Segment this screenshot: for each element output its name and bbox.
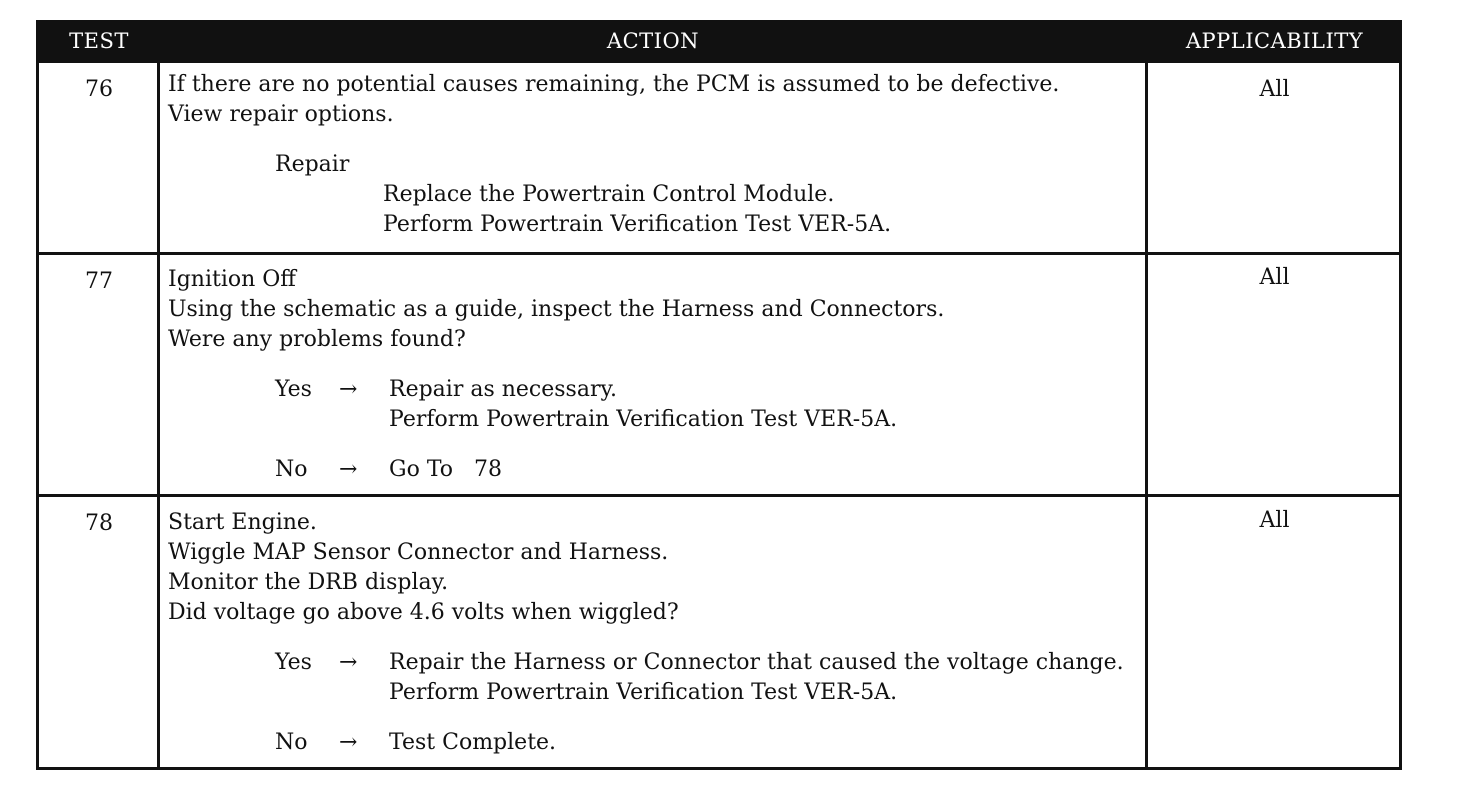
no-label: No	[275, 457, 308, 482]
yes-label: Yes	[275, 377, 312, 402]
applicability-value: All	[1259, 77, 1290, 102]
test-number: 77	[85, 269, 113, 294]
no-label: No	[275, 730, 308, 755]
table-row	[39, 63, 1399, 253]
yes-action-line: Repair the Harness or Connector that caused the voltage change.	[389, 650, 1124, 675]
yes-action-line: Perform Powertrain Verification Test VER-5A.	[389, 680, 898, 705]
action-line: View repair options.	[168, 102, 394, 127]
action-line: Were any problems found?	[168, 327, 466, 352]
column-divider	[157, 63, 160, 767]
repair-line: Replace the Powertrain Control Module.	[383, 182, 835, 207]
action-line: If there are no potential causes remaining, the PCM is assumed to be defective.	[168, 72, 1060, 97]
action-line: Using the schematic as a guide, inspect the Harness and Connectors.	[168, 297, 945, 322]
right-arrow-icon: →	[339, 377, 358, 402]
column-divider	[1145, 63, 1148, 767]
repair-label: Repair	[275, 152, 350, 177]
header-applicability: APPLICABILITY	[1185, 29, 1364, 53]
test-number: 76	[85, 77, 113, 102]
test-number: 78	[85, 511, 113, 536]
yes-action-line: Repair as necessary.	[389, 377, 617, 402]
right-arrow-icon: →	[339, 457, 358, 482]
yes-label: Yes	[275, 650, 312, 675]
no-action-line: Go To 78	[389, 457, 502, 482]
action-line: Monitor the DRB display.	[168, 570, 449, 595]
table-row	[39, 494, 1399, 768]
applicability-value: All	[1259, 508, 1290, 533]
action-line: Start Engine.	[168, 510, 317, 535]
table-row	[39, 252, 1399, 495]
yes-action-line: Perform Powertrain Verification Test VER-5A.	[389, 407, 898, 432]
action-line: Ignition Off	[168, 267, 296, 292]
right-arrow-icon: →	[339, 730, 358, 755]
action-line: Did voltage go above 4.6 volts when wiggled?	[168, 600, 679, 625]
right-arrow-icon: →	[339, 650, 358, 675]
applicability-value: All	[1259, 265, 1290, 290]
no-action-line: Test Complete.	[389, 730, 557, 755]
header-action: ACTION	[606, 29, 700, 53]
repair-line: Perform Powertrain Verification Test VER-5A.	[383, 212, 892, 237]
table-header	[39, 23, 1399, 63]
diagnostic-table	[36, 20, 1402, 770]
action-line: Wiggle MAP Sensor Connector and Harness.	[168, 540, 669, 565]
header-test: TEST	[69, 29, 129, 53]
